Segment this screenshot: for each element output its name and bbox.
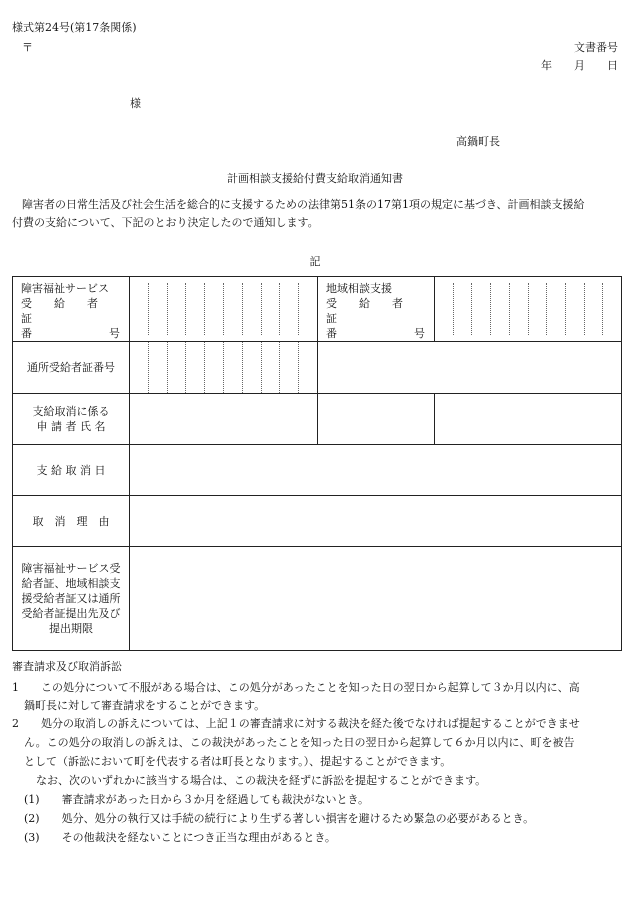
appeal-heading: 審査請求及び取消訴訟: [12, 660, 122, 673]
appeal-item-2-line-2: ん。この処分の取消しの訴えは、この裁決があったことを知った日の翌日から起算して６か月以内に、町を被告: [24, 736, 575, 749]
applicant-name-field-2[interactable]: [318, 394, 435, 445]
cancellation-reason-field[interactable]: [130, 496, 622, 547]
applicant-name-field-3[interactable]: [435, 394, 622, 445]
appeal-sub-3: (3) その他裁決を経ないことにつき正当な理由があるとき。: [24, 831, 336, 844]
notice-table: [12, 276, 622, 651]
regional-cert-number-boxes[interactable]: [435, 277, 622, 342]
cert-submission-field[interactable]: [130, 547, 622, 651]
appeal-item-1-line-2: 鍋町長に対して審査請求をすることができます。: [24, 699, 266, 712]
applicant-name-field-1[interactable]: [130, 394, 318, 445]
sender-name: 高鍋町長: [456, 135, 500, 148]
service-cert-number-boxes[interactable]: [130, 277, 318, 342]
document-number: 文書番号: [574, 41, 618, 54]
form-number: 様式第24号(第17条関係): [12, 21, 137, 34]
label-day-care-cert-number: 通所受給者証番号: [13, 342, 130, 394]
appeal-item-2-line-1: 2 処分の取消しの訴えについては、上記１の審査請求に対する裁決を経た後でなければ提起することができませ: [12, 717, 580, 730]
document-title: 計画相談支援給付費支給取消通知書: [227, 172, 403, 185]
label-cancellation-date: 支 給 取 消 日: [13, 445, 130, 496]
intro-line-1: 障害者の日常生活及び社会生活を総合的に支援するための法律第51条の17第1項の規定に基づき、計画相談支援給: [22, 198, 585, 211]
cancellation-date-field[interactable]: [130, 445, 622, 496]
day-care-cert-blank: [318, 342, 622, 394]
appeal-sub-1: (1) 審査請求があった日から３か月を経過しても裁決がないとき。: [24, 793, 370, 806]
label-regional-consult-cert-number: 地域相談支援 受 給 者 証 番 号: [318, 277, 435, 342]
date-line: 年 月 日: [541, 59, 618, 72]
label-cancellation-reason: 取 消 理 由: [13, 496, 130, 547]
appeal-item-2-line-3: として（訴訟において町を代表する者は町長となります。）、提起することができます。: [24, 755, 452, 768]
appeal-note: なお、次のいずれかに該当する場合は、この裁決を経ずに訴訟を提起することができます。: [36, 774, 487, 787]
day-care-cert-number-boxes[interactable]: [130, 342, 318, 394]
label-applicant-name: 支給取消に係る 申 請 者 氏 名: [13, 394, 130, 445]
label-cert-submission: 障害福祉サービス受 給者証、地域相談支 援受給者証又は通所 受給者証提出先及び 提出期限: [13, 547, 130, 651]
recipient-suffix: 様: [130, 97, 141, 110]
appeal-item-1-line-1: 1 この処分について不服がある場合は、この処分があったことを知った日の翌日から起算して３か月以内に、高: [12, 681, 580, 694]
label-service-recipient-cert-number: 障害福祉サービス 受 給 者 証 番 号: [13, 277, 130, 342]
postal-mark: 〒: [22, 41, 33, 54]
intro-line-2: 付費の支給について、下記のとおり決定したので通知します。: [12, 216, 319, 229]
appeal-sub-2: (2) 処分、処分の執行又は手続の続行により生ずる著しい損害を避けるため緊急の必要があるとき。: [24, 812, 535, 825]
ki-note: 記: [309, 255, 321, 268]
